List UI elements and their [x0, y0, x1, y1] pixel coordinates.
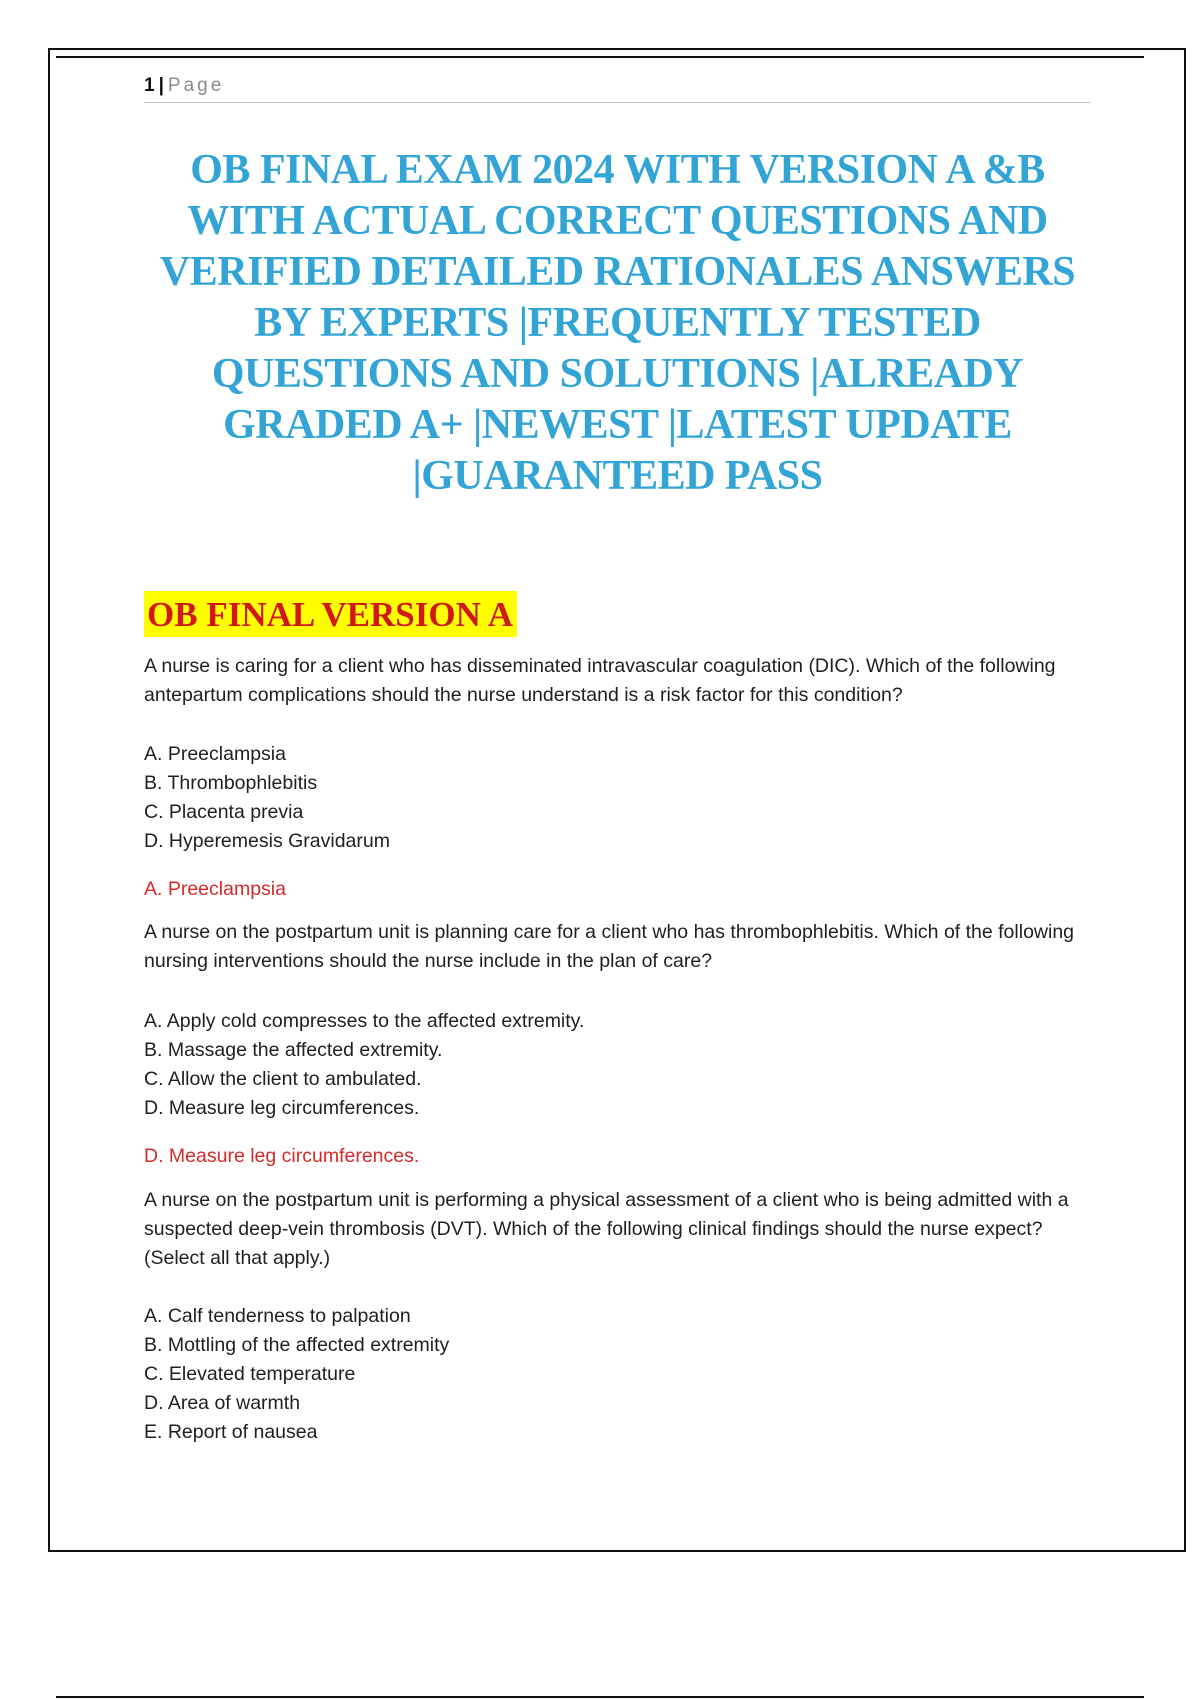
top-rule	[56, 56, 1144, 58]
question-1-answer: A. Preeclampsia	[144, 878, 286, 900]
option: C. Placenta previa	[144, 801, 304, 823]
question-2	[144, 918, 1104, 976]
section-heading: OB FINAL VERSION A	[144, 591, 517, 637]
option: A. Calf tenderness to palpation	[144, 1305, 411, 1327]
option: E. Report of nausea	[144, 1421, 318, 1443]
question-3	[144, 1186, 1104, 1273]
option: D. Measure leg circumferences.	[144, 1097, 420, 1119]
option: A. Preeclampsia	[144, 743, 286, 765]
option: B. Thrombophlebitis	[144, 772, 318, 794]
page-separator: |	[158, 75, 164, 96]
option: C. Elevated temperature	[144, 1363, 356, 1385]
question-3-text: A nurse on the postpartum unit is performing a physical assessment of a client who is being admitted with a suspected deep-vein thrombosis (DVT). Which of the following clinical findings should the nurse expect? (Select all that apply.)	[144, 1189, 1069, 1269]
option: C. Allow the client to ambulated.	[144, 1068, 422, 1090]
page-number: 1	[144, 75, 155, 96]
option: B. Massage the affected extremity.	[144, 1039, 443, 1061]
option: A. Apply cold compresses to the affected extremity.	[144, 1010, 585, 1032]
page-word: Page	[167, 75, 225, 96]
option: D. Area of warmth	[144, 1392, 301, 1414]
page-header	[144, 74, 1091, 103]
question-1	[144, 652, 1104, 710]
option: D. Hyperemesis Gravidarum	[144, 830, 390, 852]
option: B. Mottling of the affected extremity	[144, 1334, 450, 1356]
document-title: OB FINAL EXAM 2024 WITH VERSION A &B WITH ACTUAL CORRECT QUESTIONS AND VERIFIED DETAILED RATIONALES ANSWERS BY EXPERTS |FREQUENTLY TESTED QUESTIONS AND SOLUTIONS |ALREADY GRADED A+ |NEWEST |LATEST UPDATE |GUARANTEED PASS	[159, 147, 1076, 499]
question-2-answer: D. Measure leg circumferences.	[144, 1145, 420, 1167]
bottom-rule	[56, 1696, 1144, 1698]
question-1-options	[144, 740, 1104, 856]
question-1-text: A nurse is caring for a client who has disseminated intravascular coagulation (DIC). Which of the following antepartum complications should the nurse understand is a risk factor for this condition?	[144, 655, 1056, 706]
question-3-options	[144, 1302, 1104, 1447]
question-2-text: A nurse on the postpartum unit is planning care for a client who has thrombophlebitis. Which of the following nursing interventions should the nurse include in the plan of care?	[144, 921, 1075, 972]
question-2-options	[144, 1007, 1104, 1123]
